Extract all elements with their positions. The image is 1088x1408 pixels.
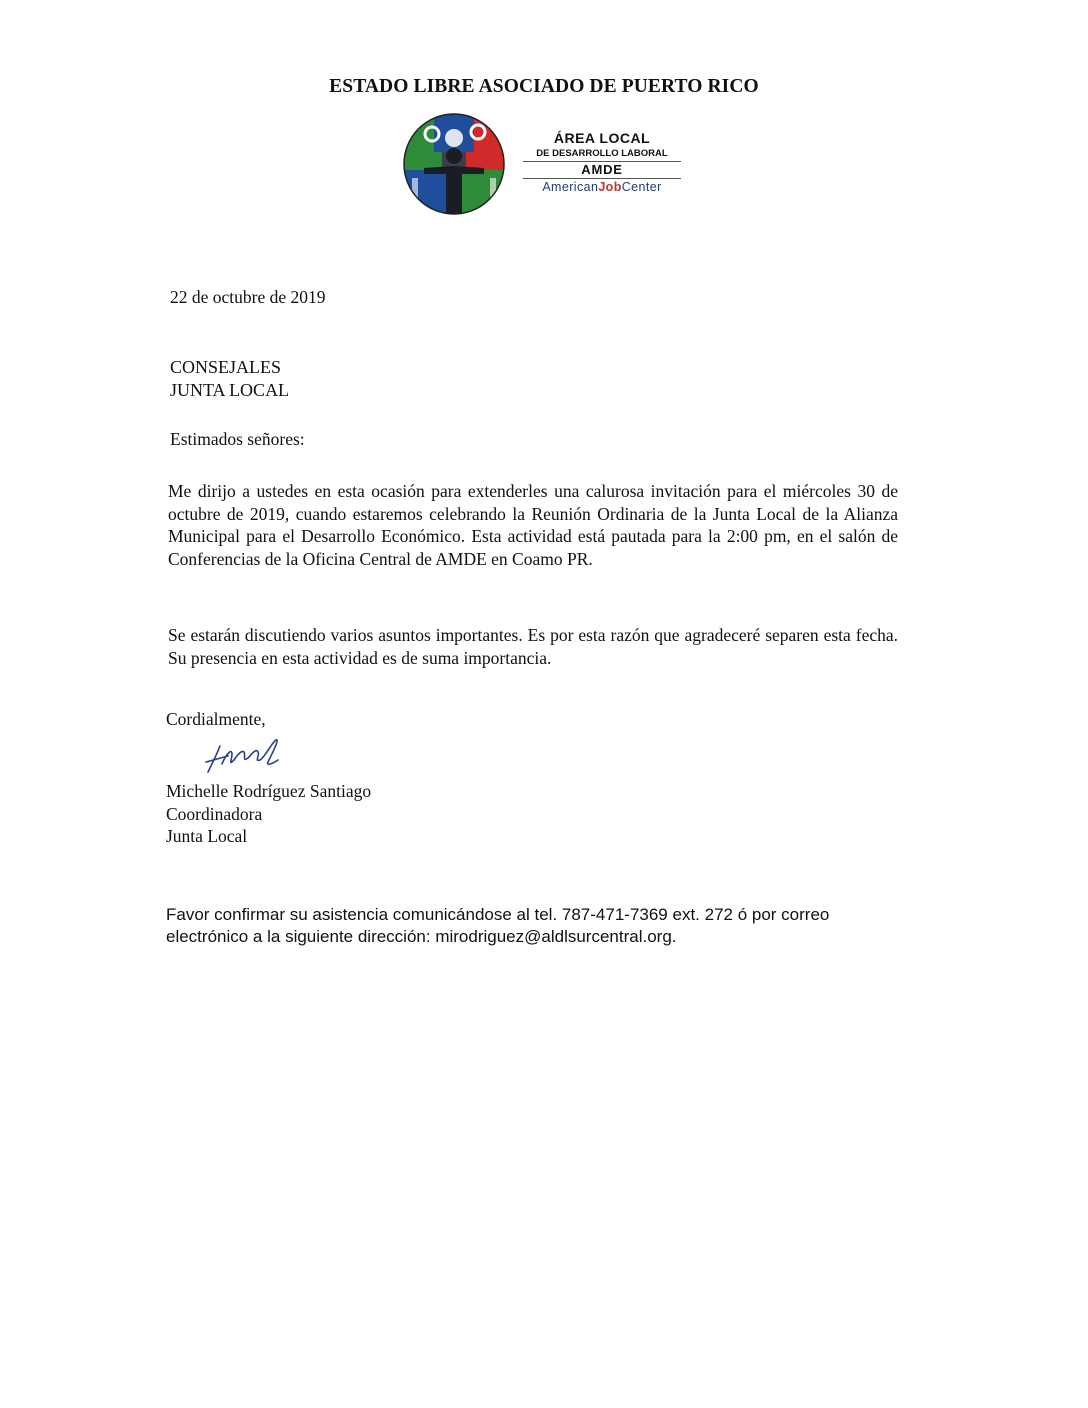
recipient-line: CONSEJALES <box>170 357 282 377</box>
logo-american: American <box>542 180 599 194</box>
signer-organization: Junta Local <box>166 826 248 846</box>
recipient-line: JUNTA LOCAL <box>170 379 290 400</box>
logo-divider <box>523 178 681 179</box>
logo-line-area-local: ÁREA LOCAL <box>553 130 651 146</box>
amde-logo-emblem <box>402 112 506 216</box>
handwritten-signature <box>202 734 294 778</box>
letterhead-title: ESTADO LIBRE ASOCIADO DE PUERTO RICO <box>329 76 759 97</box>
signer-title: Coordinadora <box>166 803 263 824</box>
logo-job: Job <box>598 180 622 194</box>
logo-line-desarrollo: DE DESARROLLO LABORAL <box>536 148 668 159</box>
signer-block <box>166 780 371 848</box>
letter-date: 22 de octubre de 2019 <box>170 287 326 307</box>
logo-center: Center <box>621 180 662 194</box>
signer-name: Michelle Rodríguez Santiago <box>166 781 372 801</box>
logo-american-job-center <box>512 180 692 194</box>
amde-logo-text <box>512 130 692 194</box>
recipient-block <box>170 356 289 401</box>
body-paragraph-invitation: Me dirijo a ustedes en esta ocasión para extenderles una calurosa invitación para el miércoles 30 de octubre de 2019, cuando estaremos celebrando la Reunión Ordinaria de la Junta Local de la Alianza Municipal para el Desarrollo Económico. Esta actividad está pautada para la 2:00 pm, en el salón de Conferencias de la Oficina Central de AMDE en Coamo PR. <box>168 481 898 569</box>
rsvp-note: Favor confirmar su asistencia comunicándose al tel. 787-471-7369 ext. 272 ó por correo electrónico a la siguiente dirección: mirodriguez@aldlsurcentral.org. <box>166 905 830 946</box>
body-paragraph-importance: Se estarán discutiendo varios asuntos importantes. Es por esta razón que agradeceré separen esta fecha. Su presencia en esta actividad es de suma importancia. <box>168 625 898 668</box>
closing: Cordialmente, <box>166 709 266 729</box>
logo-line-amde: AMDE <box>581 162 623 177</box>
salutation: Estimados señores: <box>170 429 305 449</box>
